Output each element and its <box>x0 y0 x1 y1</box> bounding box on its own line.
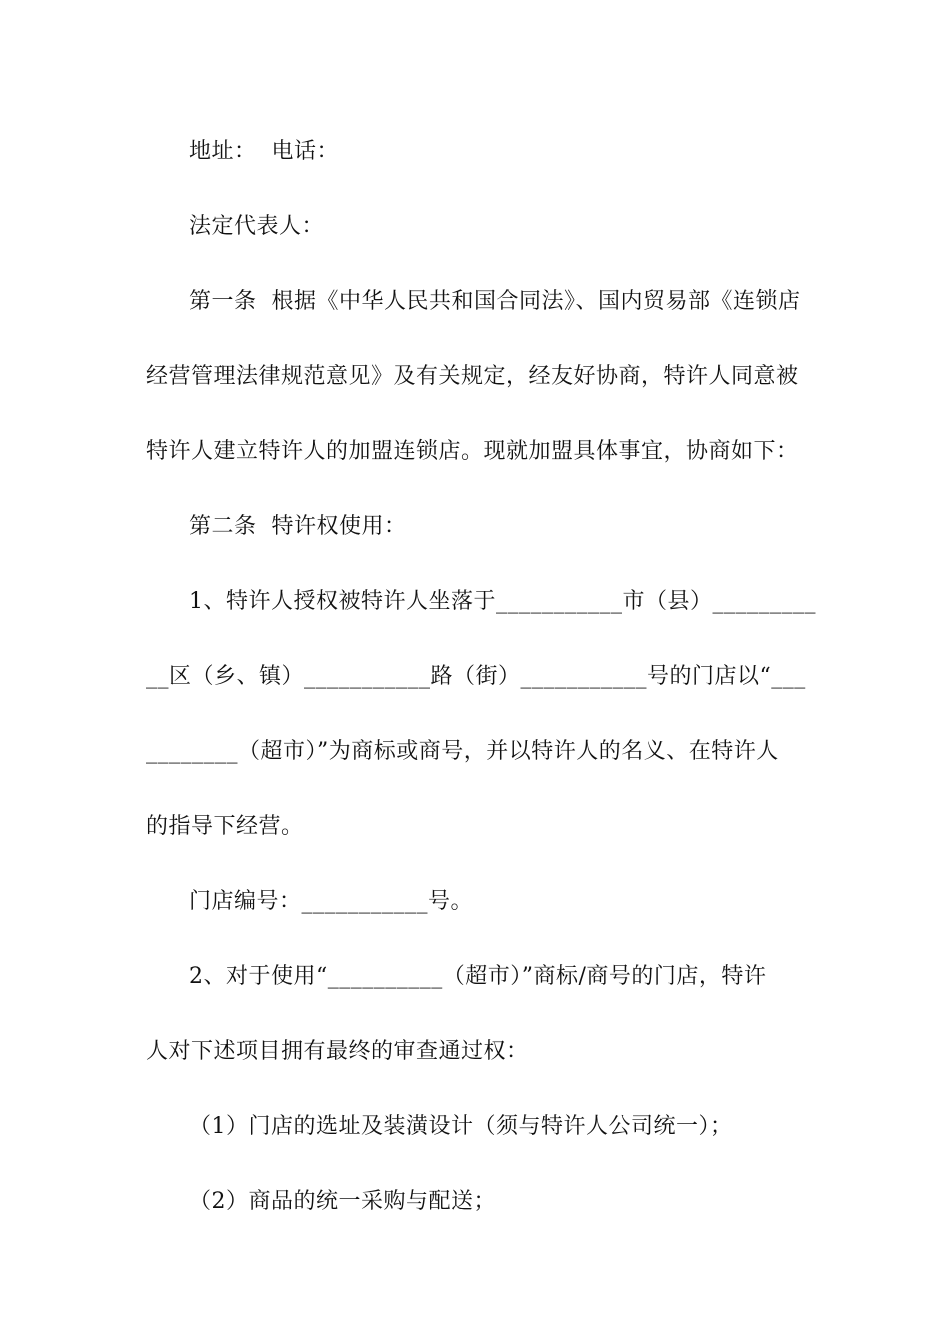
item-1-line: （1）门店的选址及装潢设计（须与特许人公司统一）； <box>189 1114 733 1139</box>
article-2-heading: 第二条 特许权使用： <box>189 514 407 539</box>
clause-1-line-4: 的指导下经营。 <box>146 814 304 839</box>
article-1-line-1: 第一条 根据《中华人民共和国合同法》、国内贸易部《连锁店 <box>189 289 801 314</box>
item-2-line: （2）商品的统一采购与配送； <box>189 1189 496 1214</box>
legal-representative-line: 法定代表人： <box>189 214 325 239</box>
article-1-line-2: 经营管理法律规范意见》及有关规定，经友好协商，特许人同意被 <box>146 364 799 389</box>
clause-2-line-2: 人对下述项目拥有最终的审查通过权： <box>146 1039 529 1064</box>
store-number-line: 门店编号：___________号。 <box>189 889 474 914</box>
clause-1-line-1: 1、特许人授权被特许人坐落于___________市（县）_________ <box>189 589 816 614</box>
article-1-line-3: 特许人建立特许人的加盟连锁店。现就加盟具体事宜，协商如下： <box>146 439 799 464</box>
address-phone-line: 地址： 电话： <box>189 139 339 164</box>
clause-2-line-1: 2、对于使用“__________（超市）”商标/商号的门店，特许 <box>189 964 767 989</box>
clause-1-line-2: __区（乡、镇）___________路（街）___________号的门店以“___ <box>146 664 806 689</box>
clause-1-line-3: ________（超市）”为商标或商号，并以特许人的名义、在特许人 <box>146 739 779 764</box>
